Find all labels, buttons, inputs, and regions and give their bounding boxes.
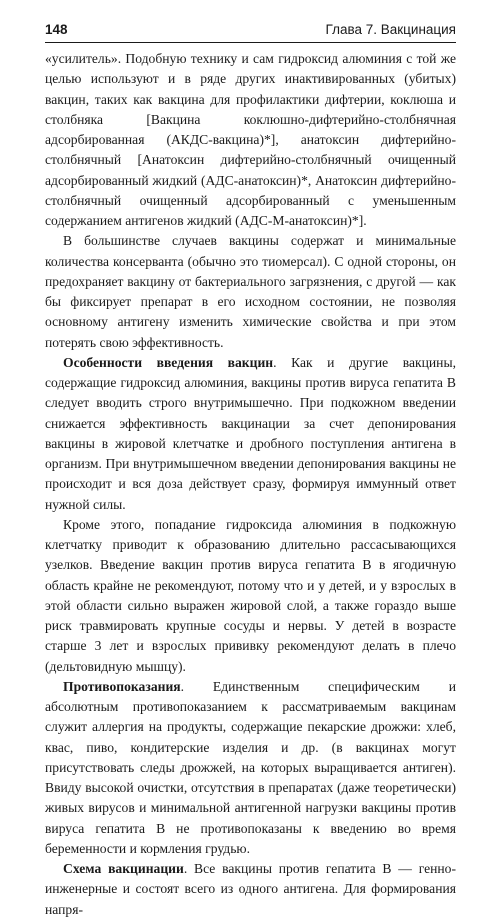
- paragraph: [45, 515, 456, 677]
- page-number: 148: [45, 22, 68, 37]
- paragraph-text: . Все вакцины против гепатита В — генно-инженерные и состоят всего из одного антигена. Для формирования напря-: [45, 861, 456, 917]
- paragraph-text: . Как и другие вакцины, содержащие гидроксид алюминия, вакцины против вируса гепатита В следует вводить строго внутримышечно. При подкожном введении снижается эффективность вакцинации за счет депонирования вакцины в жировой клетчатке и дробного поступления антигена в организм. При внутримышечном введении депонирования вакцины не происходит и вся доза действует сразу, формируя иммунный ответ нужной силы.: [45, 354, 456, 512]
- paragraph-text: «усилитель». Подобную технику и сам гидроксид алюминия с той же целью используют и в ряде других инактивированных (убитых) вакцин, таких как вакцина для профилактики дифтерии, коклюша и столбняка [Вакцина коклюшно-дифтерийно-столбнячная адсорбированная (АКДС-вакцина)*], анатоксин дифтерийно-столбнячный [Анатоксин дифтерийно-столбнячный очищенный адсорбированный жидкий (АДС-анатоксин)*, Анатоксин дифтерийно-столбнячный очищенный адсорбированный с уменьшенным содержанием антигенов жидкий (АДС-М-анатоксин)*].: [45, 51, 456, 228]
- running-head: Глава 7. Вакцинация: [325, 22, 456, 37]
- paragraph-lead-heading: Особенности введения вакцин: [63, 354, 274, 370]
- paragraph-lead-heading: Противопоказания: [63, 678, 181, 694]
- paragraph: [45, 231, 456, 353]
- page-body: [45, 49, 456, 920]
- paragraph-text: Кроме этого, попадание гидроксида алюминия в подкожную клетчатку приводит к образованию длительно рассасывающихся узелков. Введение вакцин против вируса гепатита В в ягодичную область крайне не рекомендуют, потому что и у детей, и у взрослых в этой области сильно выражен жировой слой, а также гораздо выше риск травмировать крупные сосуды и нервы. У детей в возрасте старше 3 лет и взрослых прививку рекомендуют делать в плечо (дельтовидную мышцу).: [45, 516, 456, 674]
- paragraph-text: В большинстве случаев вакцины содержат и минимальные количества консерванта (обычно это тиомерсал). С одной стороны, он предохраняет вакцину от бактериального загрязнения, с другой — как бы фиксирует препарат в его исходном состоянии, не позволяя основному антигену изменить химические свойства и при этом потерять свою эффективность.: [45, 233, 456, 350]
- paragraph: [45, 353, 456, 515]
- paragraph: [45, 677, 456, 859]
- paragraph: [45, 49, 456, 231]
- paragraph-lead-heading: Схема вакцинации: [63, 861, 184, 876]
- paragraph: [45, 859, 456, 920]
- paragraph-text: . Единственным специфическим и абсолютным противопоказанием к рассматриваемым вакцинам служит аллергия на продукты, содержащие пекарские дрожжи: хлеб, квас, пиво, кондитерские изделия и др. (в вакцинах могут присутствовать следы дрожжей, на которых выращивается антиген). Ввиду высокой очистки, отсутствия в препаратах (даже теоретически) живых вирусов и минимальной антигенной нагрузки вакцины против вируса гепатита В не противопоказаны к введению во время беременности и кормления грудью.: [45, 678, 456, 856]
- page-header: [45, 22, 456, 43]
